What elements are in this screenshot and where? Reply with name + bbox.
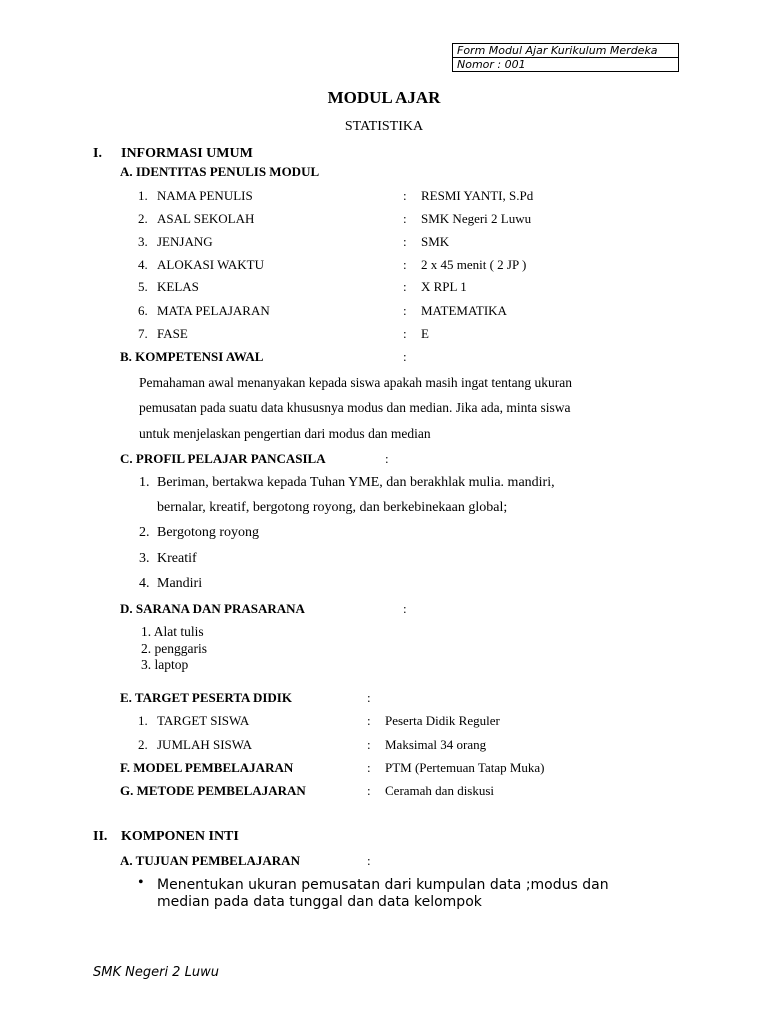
list-item-value: E — [421, 326, 429, 341]
target-heading: E. TARGET PESERTA DIDIK — [120, 690, 292, 705]
list-item-colon: : — [403, 279, 407, 294]
tujuan-colon: : — [367, 853, 371, 868]
list-item-number: 4. — [138, 257, 148, 272]
list-item-text: Mandiri — [157, 576, 203, 591]
list-item-label: MATA PELAJARAN — [157, 303, 270, 318]
kompetensi-heading: B. KOMPETENSI AWAL — [120, 349, 264, 364]
metode-colon: : — [367, 783, 371, 798]
form-title: Form Modul Ajar Kurikulum Merdeka — [453, 44, 678, 58]
document-title: MODUL AJAR — [327, 88, 441, 107]
list-item-number: 1. — [139, 475, 150, 490]
list-item-label: NAMA PENULIS — [157, 188, 253, 203]
metode-value: Ceramah dan diskusi — [385, 783, 495, 798]
list-item-number: 3. — [139, 551, 150, 566]
kompetensi-line: untuk menjelaskan pengertian dari modus dan median — [139, 426, 431, 441]
sarana-colon: : — [403, 601, 407, 616]
document-subtitle: STATISTIKA — [344, 119, 424, 134]
list-item-value: Maksimal 34 orang — [385, 737, 487, 752]
identitas-heading: A. IDENTITAS PENULIS MODUL — [120, 164, 320, 179]
tujuan-line: median pada data tunggal dan data kelompok — [157, 894, 482, 910]
list-item-colon: : — [367, 737, 371, 752]
list-item-number: 7. — [138, 326, 148, 341]
kompetensi-line: pemusatan pada suatu data khususnya modus dan median. Jika ada, minta siswa — [139, 400, 571, 415]
list-item-value: SMK Negeri 2 Luwu — [421, 211, 532, 226]
list-item-colon: : — [403, 257, 407, 272]
tujuan-heading: A. TUJUAN PEMBELAJARAN — [120, 853, 300, 868]
tujuan-line: Menentukan ukuran pemusatan dari kumpulan data ;modus dan — [157, 877, 609, 893]
list-item-text: bernalar, kreatif, bergotong royong, dan berkebinekaan global; — [157, 500, 508, 515]
form-number: Nomor : 001 — [457, 58, 526, 71]
list-item-value: MATEMATIKA — [421, 303, 507, 318]
list-item-text: Bergotong royong — [157, 525, 260, 540]
list-item-number: 6. — [138, 303, 148, 318]
list-item-label: ASAL SEKOLAH — [157, 211, 255, 226]
list-item-number: 2. — [139, 525, 150, 540]
list-item-number: 4. — [139, 576, 150, 591]
profil-colon: : — [385, 451, 389, 466]
kompetensi-line: Pemahaman awal menanyakan kepada siswa apakah masih ingat tentang ukuran — [139, 375, 572, 390]
list-item-label: ALOKASI WAKTU — [157, 257, 265, 272]
list-item-value: SMK — [421, 234, 450, 249]
list-item-label: TARGET SISWA — [157, 713, 250, 728]
list-item-number: 2. — [138, 737, 148, 752]
list-item-value: Peserta Didik Reguler — [385, 713, 500, 728]
page-footer: SMK Negeri 2 Luwu — [93, 965, 219, 980]
list-item: 3. laptop — [141, 657, 189, 672]
section-2-title: KOMPONEN INTI — [121, 829, 239, 844]
list-item-label: JENJANG — [157, 234, 213, 249]
list-item-value: X RPL 1 — [421, 279, 467, 294]
model-colon: : — [367, 760, 371, 775]
list-item-number: 2. — [138, 211, 148, 226]
list-item-colon: : — [403, 326, 407, 341]
list-item-label: JUMLAH SISWA — [157, 737, 252, 752]
list-item-text: Kreatif — [157, 551, 197, 566]
list-item-number: 3. — [138, 234, 148, 249]
list-item: 2. penggaris — [141, 641, 207, 656]
list-item-label: FASE — [157, 326, 188, 341]
list-item-value: RESMI YANTI, S.Pd — [421, 188, 534, 203]
list-item: 1. Alat tulis — [141, 624, 204, 639]
list-item-number: 1. — [138, 713, 148, 728]
list-item-colon: : — [367, 713, 371, 728]
section-1-title: INFORMASI UMUM — [121, 146, 253, 161]
section-2-number: II. — [93, 829, 108, 844]
list-item-colon: : — [403, 303, 407, 318]
list-item-number: 5. — [138, 279, 148, 294]
list-item-text: Beriman, bertakwa kepada Tuhan YME, dan berakhlak mulia. mandiri, — [157, 475, 555, 490]
list-item-colon: : — [403, 188, 407, 203]
metode-heading: G. METODE PEMBELAJARAN — [120, 783, 306, 798]
list-item-value: 2 x 45 menit ( 2 JP ) — [421, 257, 527, 272]
list-item-label: KELAS — [157, 279, 199, 294]
list-item-number: 1. — [138, 188, 148, 203]
section-1-number: I. — [93, 146, 102, 161]
bullet-icon: • — [138, 874, 144, 891]
model-value: PTM (Pertemuan Tatap Muka) — [385, 760, 545, 775]
sarana-heading: D. SARANA DAN PRASARANA — [120, 601, 305, 616]
list-item-colon: : — [403, 211, 407, 226]
profil-heading: C. PROFIL PELAJAR PANCASILA — [120, 451, 326, 466]
form-number-box — [452, 43, 679, 72]
list-item-colon: : — [403, 234, 407, 249]
model-heading: F. MODEL PEMBELAJARAN — [120, 760, 294, 775]
kompetensi-colon: : — [403, 349, 407, 364]
target-colon: : — [367, 690, 371, 705]
